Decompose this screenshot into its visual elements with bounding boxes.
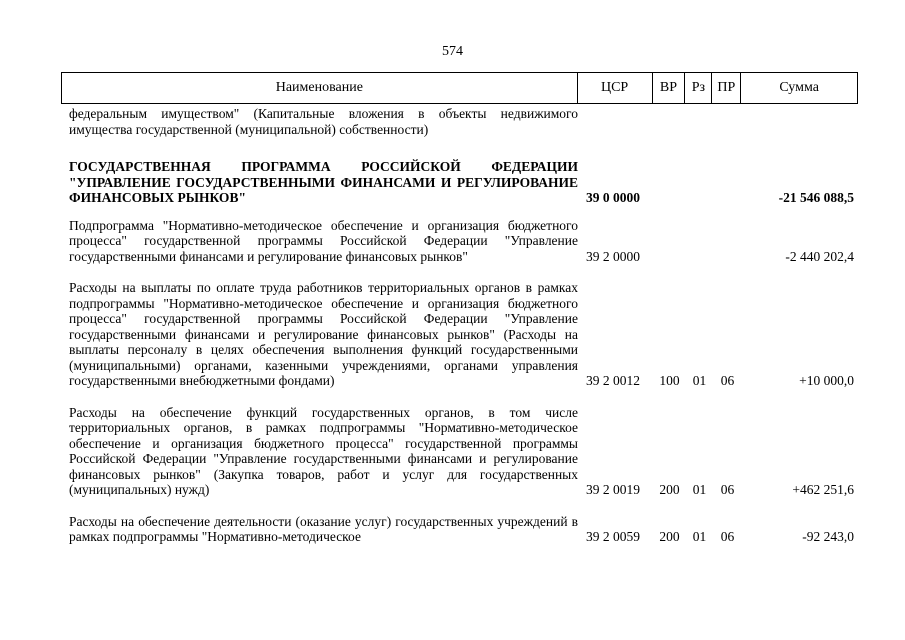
- row-pr: 06: [720, 373, 735, 388]
- row-csr: 39 2 0019: [586, 482, 640, 497]
- row-csr: 39 2 0059: [586, 529, 640, 544]
- table-row: [61, 218, 858, 265]
- header-rz: Рз: [685, 73, 712, 103]
- table-header: [61, 72, 858, 104]
- row-name: федеральным имуществом" (Капитальные вложения в объекты недвижимого имущества государственной (муниципальной) собственности): [69, 106, 578, 137]
- table-row: [61, 514, 858, 545]
- budget-table: [61, 72, 858, 545]
- row-sum: +10 000,0: [799, 373, 854, 388]
- row-name: Подпрограмма "Нормативно-методическое обеспечение и организация бюджетного процесса" государственной программы Российской Федерации "Управление государственными финансами и регулирование финансовых рынков": [69, 217, 578, 264]
- row-csr: 39 2 0012: [586, 373, 640, 388]
- table-row: [61, 280, 858, 389]
- table-row: [61, 159, 858, 206]
- row-name: ГОСУДАРСТВЕННАЯ ПРОГРАММА РОССИЙСКОЙ ФЕДЕРАЦИИ "УПРАВЛЕНИЕ ГОСУДАРСТВЕННЫМИ ФИНАНСАМИ И РЕГУЛИРОВАНИЕ ФИНАНСОВЫХ РЫНКОВ": [69, 159, 578, 205]
- row-name: Расходы на выплаты по оплате труда работников территориальных органов в рамках подпрограммы "Нормативно-методическое обеспечение и организация бюджетного процесса" государственной программы Российской Федерации "Управление государственными финансами и регулирование финансовых рынков" (Расходы на выплаты персоналу в целях обеспечения выполнения функций государственными (муниципальными) органами, казенными учреждениями, органами управления государственными внебюджетными фондами): [69, 280, 578, 388]
- row-rz: 01: [692, 529, 707, 544]
- header-pr: ПР: [712, 73, 741, 103]
- row-pr: 06: [720, 529, 735, 544]
- row-csr: 39 0 0000: [586, 190, 640, 205]
- row-rz: 01: [692, 482, 707, 497]
- header-sum: Сумма: [779, 80, 819, 95]
- row-sum: -21 546 088,5: [778, 190, 854, 205]
- row-sum: -92 243,0: [802, 529, 854, 544]
- row-pr: 06: [720, 482, 735, 497]
- header-csr: ЦСР: [578, 73, 653, 103]
- row-vr: 100: [659, 373, 680, 388]
- row-sum: +462 251,6: [792, 482, 854, 497]
- table-row: [61, 106, 858, 137]
- row-rz: 01: [692, 373, 707, 388]
- row-name: Расходы на обеспечение функций государственных органов, в том числе территориальных органов, в рамках подпрограммы "Нормативно-методическое обеспечение и организация бюджетного процесса" государственной программы Российской Федерации "Управление государственными финансами и регулирование финансовых рынков" (Закупка товаров, работ и услуг для государственных (муниципальных) нужд): [69, 404, 578, 497]
- row-sum: -2 440 202,4: [785, 248, 854, 264]
- row-csr: 39 2 0000: [586, 248, 640, 264]
- table-row: [61, 405, 858, 498]
- row-vr: 200: [659, 482, 680, 497]
- header-name: Наименование: [62, 73, 578, 103]
- row-name: Расходы на обеспечение деятельности (оказание услуг) государственных учреждений в рамках подпрограммы "Нормативно-методическое: [69, 513, 578, 544]
- row-vr: 200: [659, 529, 680, 544]
- page-number: 574: [442, 44, 463, 59]
- header-vr: ВР: [653, 73, 686, 103]
